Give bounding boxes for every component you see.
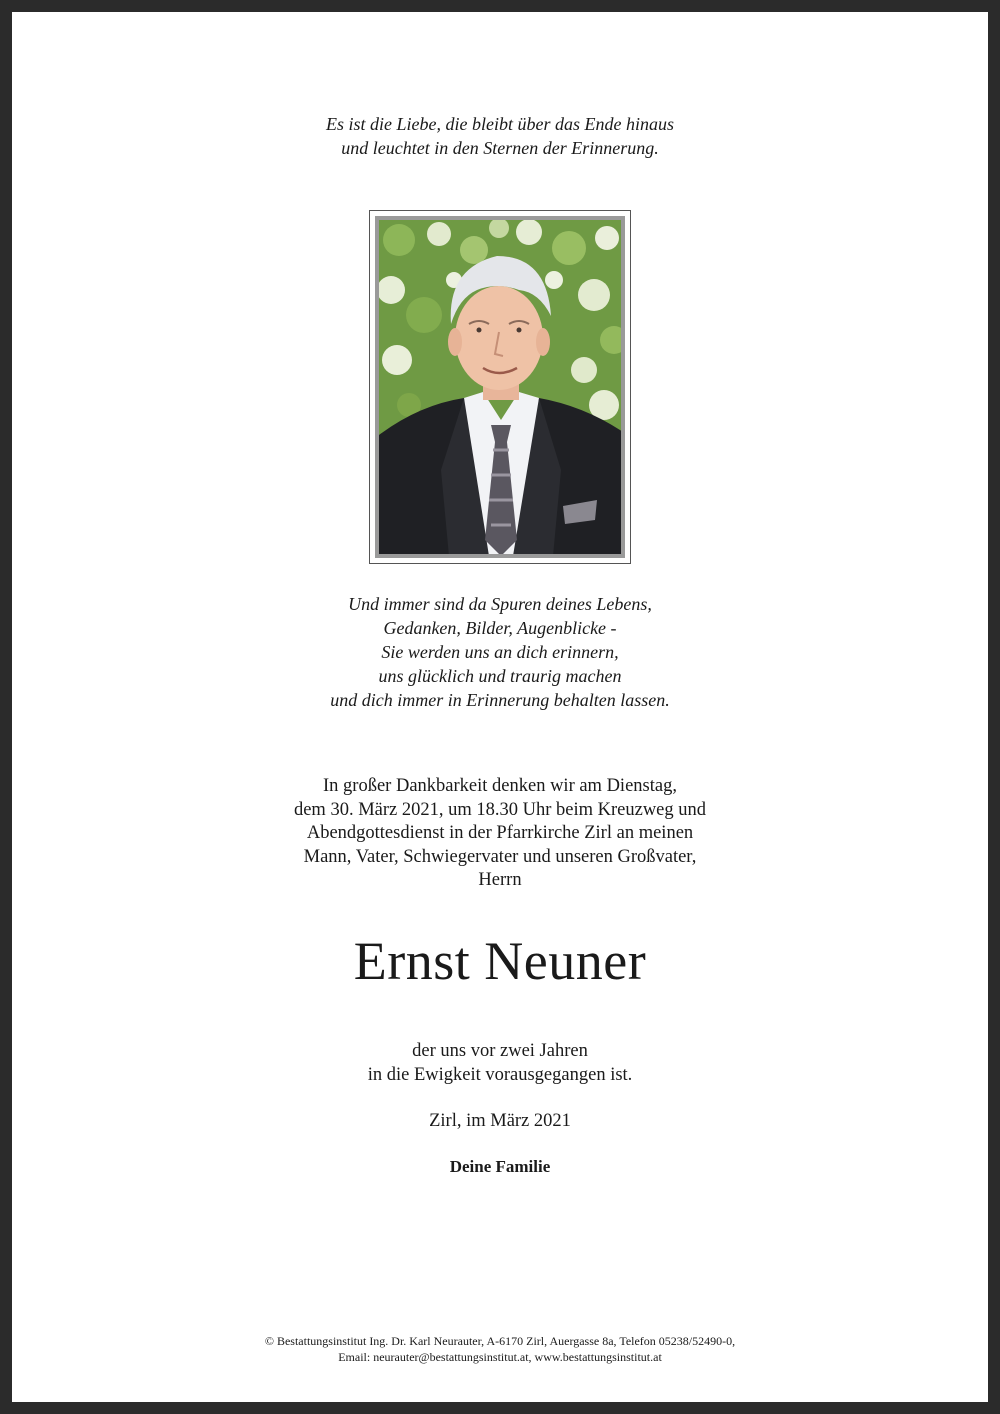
footer-imprint	[0, 1333, 1000, 1365]
notice-line: dem 30. März 2021, um 18.30 Uhr beim Kreuzweg und	[293, 799, 707, 820]
deceased-name: Ernst Neuner	[353, 931, 647, 991]
footer-line: © Bestattungsinstitut Ing. Dr. Karl Neurauter, A-6170 Zirl, Auergasse 8a, Telefon 05238/52490-0,	[264, 1334, 736, 1348]
verse-line: Und immer sind da Spuren deines Lebens,	[348, 594, 652, 614]
verse-top	[0, 112, 1000, 160]
verse-line: uns glücklich und traurig machen	[378, 666, 622, 686]
verse-line: und dich immer in Erinnerung behalten lassen.	[330, 690, 670, 710]
memorial-notice	[0, 775, 1000, 893]
notice-line: Abendgottesdienst in der Pfarrkirche Zirl an meinen	[306, 823, 694, 843]
verse-line: Gedanken, Bilder, Augenblicke -	[383, 618, 617, 638]
footer-line: Email: neurauter@bestattungsinstitut.at, www.bestattungsinstitut.at	[338, 1350, 662, 1364]
notice-line: Herrn	[478, 870, 522, 890]
verse-line: Sie werden uns an dich erinnern,	[381, 642, 619, 662]
verse-line: und leuchtet in den Sternen der Erinnerung.	[341, 138, 659, 158]
verse-line: Es ist die Liebe, die bleibt über das Ende hinaus	[326, 114, 674, 134]
verse-middle	[0, 592, 1000, 712]
closing-line: der uns vor zwei Jahren	[412, 1041, 588, 1061]
notice-line: In großer Dankbarkeit denken wir am Dienstag,	[323, 776, 677, 796]
portrait-photo-frame	[369, 210, 631, 564]
closing-line: in die Ewigkeit vorausgegangen ist.	[367, 1065, 633, 1085]
notice-line: Mann, Vater, Schwiegervater und unseren Großvater,	[303, 846, 697, 867]
signature: Deine Familie	[449, 1157, 551, 1176]
closing-text	[0, 1039, 1000, 1087]
portrait-photo	[375, 216, 625, 558]
place-date: Zirl, im März 2021	[429, 1111, 571, 1131]
